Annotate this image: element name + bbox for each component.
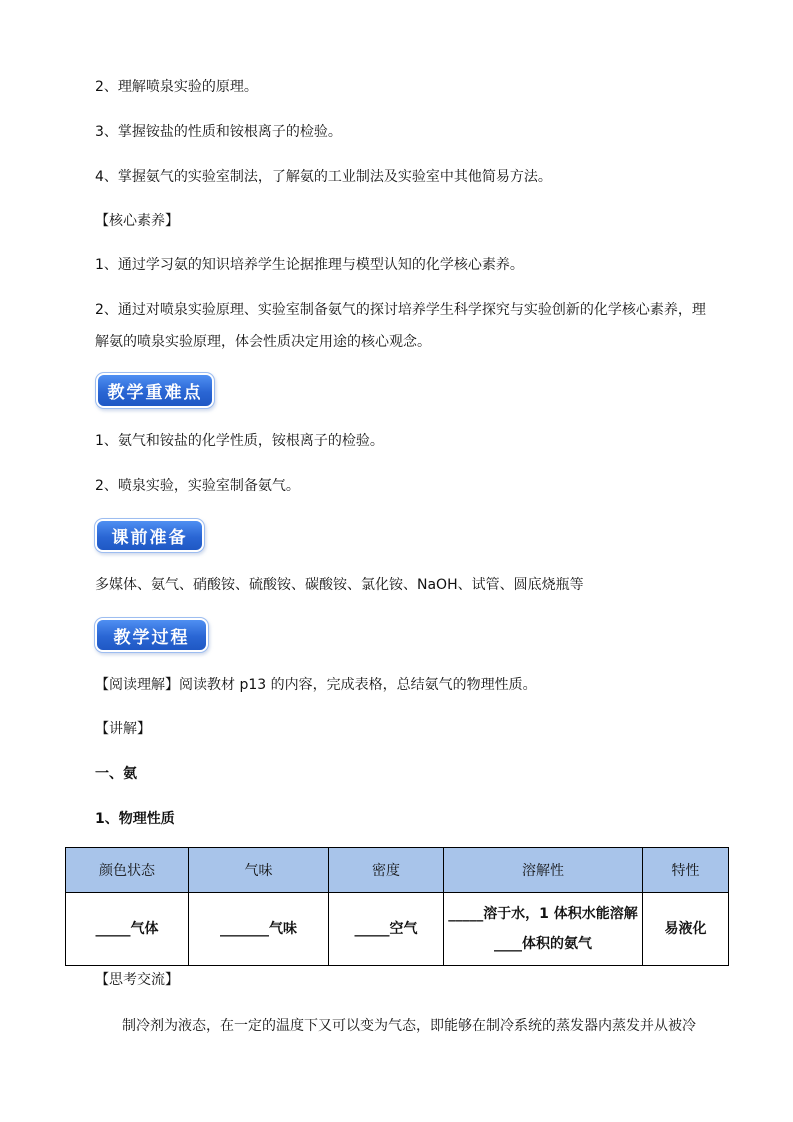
preparation-badge: 课前准备	[97, 521, 202, 550]
cell-odor: _______气味	[189, 893, 329, 966]
header-density: 密度	[329, 848, 444, 893]
key-difficulty-item-2: 2、喷泉实验，实验室制备氨气。	[95, 478, 300, 494]
core-literacy-item-2-line-2: 解氨的喷泉实验原理，体会性质决定用途的核心观念。	[95, 334, 431, 350]
table-header-row	[66, 848, 729, 893]
key-difficulty-item-1: 1、氨气和铵盐的化学性质，铵根离子的检验。	[95, 433, 384, 449]
physical-properties-table	[65, 847, 729, 966]
section-heading: 一、氨	[95, 766, 137, 782]
objective-3: 3、掌握铵盐的性质和铵根离子的检验。	[95, 124, 342, 140]
objective-4: 4、掌握氨气的实验室制法，了解氨的工业制法及实验室中其他简易方法。	[95, 169, 552, 185]
cell-solubility	[444, 893, 643, 966]
teaching-process-badge: 教学过程	[97, 620, 206, 650]
cell-solubility-line-1: _____溶于水，1 体积水能溶解	[448, 906, 638, 922]
discussion-heading: 【思考交流】	[95, 972, 179, 988]
header-solubility: 溶解性	[444, 848, 643, 893]
core-literacy-heading: 【核心素养】	[95, 213, 179, 229]
key-difficulties-badge: 教学重难点	[98, 375, 212, 406]
subsection-heading: 1、物理性质	[95, 811, 175, 827]
header-feature: 特性	[643, 848, 729, 893]
preparation-text: 多媒体、氨气、硝酸铵、硫酸铵、碳酸铵、氯化铵、NaOH、试管、圆底烧瓶等	[95, 577, 584, 593]
discussion-text: 制冷剂为液态，在一定的温度下又可以变为气态，即能够在制冷系统的蒸发器内蒸发并从被冷	[122, 1018, 696, 1034]
core-literacy-item-2-line-1: 2、通过对喷泉实验原理、实验室制备氨气的探讨培养学生科学探究与实验创新的化学核心素养，理	[95, 302, 706, 318]
header-color-state: 颜色状态	[66, 848, 189, 893]
cell-solubility-line-2: ____体积的氨气	[494, 936, 592, 952]
cell-density: _____空气	[329, 893, 444, 966]
lecture-heading: 【讲解】	[95, 721, 151, 737]
cell-color-state: _____气体	[66, 893, 189, 966]
table-row	[66, 893, 729, 966]
cell-feature: 易液化	[643, 893, 729, 966]
reading-task: 【阅读理解】阅读教材 p13 的内容，完成表格，总结氨气的物理性质。	[95, 677, 537, 693]
header-odor: 气味	[189, 848, 329, 893]
objective-2: 2、理解喷泉实验的原理。	[95, 79, 258, 95]
core-literacy-item-1: 1、通过学习氨的知识培养学生论据推理与模型认知的化学核心素养。	[95, 257, 524, 273]
